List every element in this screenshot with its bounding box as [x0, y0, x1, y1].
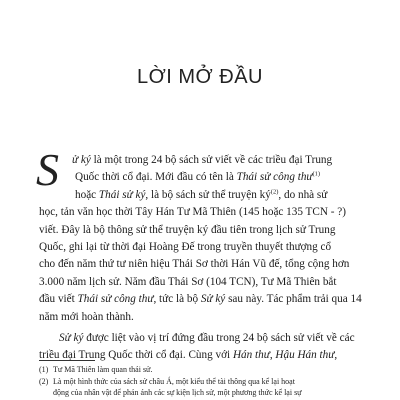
italic-title: Hậu Hán thư [275, 349, 335, 362]
italic-title: Sử ký [59, 332, 84, 345]
italic-title: Thái sử công thư [236, 171, 313, 184]
text-run: , [334, 349, 338, 362]
text-run: là một trong 24 bộ sách sử viết về các triều đại Trung [90, 154, 333, 166]
footnote-2-continued: động của nhân vật để phản ánh các sự kiện lịch sử, một phương thức kể lại sự [53, 388, 302, 397]
text-line [39, 152, 365, 169]
italic-title: Thái sử ký [98, 188, 146, 201]
footnote-2 [39, 376, 369, 388]
text-run: , là bộ sách sử thể truyện ký [145, 188, 271, 201]
text-run: , do nhà sử [278, 188, 328, 201]
text-line: Quốc, ghi lại từ thời đại Hoàng Đế trong truyền thuyết thượng cổ [39, 241, 332, 254]
main-text [39, 152, 365, 365]
text-line [39, 291, 365, 308]
text-line: học, tản văn học thời Tây Hán Tư Mã Thiên (145 hoặc 135 TCN - ?) [39, 206, 346, 219]
text-run: được liệt vào vị trí đứng đầu trong 24 bộ sách sử viết về các [83, 332, 355, 345]
text-line: cho đến năm thứ tư niên hiệu Thái Sơ thời Hán Vũ đế, tổng cộng hơn [39, 258, 350, 271]
text-run: sau này. Tác phẩm trải qua 14 [225, 293, 362, 306]
footnote-number: (1) [39, 365, 49, 374]
text-run: triều đại Trung Quốc thời cổ đại. Cùng với [39, 349, 233, 362]
drop-cap: S [36, 144, 59, 195]
text-line [39, 187, 365, 204]
footnotes [39, 364, 369, 399]
footnote-divider [39, 360, 95, 361]
text-line: 3.000 năm lịch sử. Năm đầu Thái Sơ (104 TCN), Tư Mã Thiên bắt [39, 275, 337, 288]
italic-title: Hán thư [232, 349, 270, 362]
text-run: hoặc [75, 188, 99, 201]
text-line [39, 330, 365, 347]
footnote-text: Tư Mã Thiên làm quan thái sử. [53, 365, 153, 374]
italic-title: Sử ký [200, 293, 226, 306]
italic-title: Thái sử công thư [77, 293, 154, 306]
footnote-ref[interactable]: (1) [312, 170, 321, 178]
footnote-1 [39, 364, 369, 376]
paragraph-1 [39, 152, 365, 326]
text-run: , tức là bộ [153, 293, 201, 306]
text-line [39, 169, 365, 186]
footnote-ref[interactable]: (2) [270, 188, 279, 196]
text-line: viết. Đây là bộ thông sử thể truyện ký đầu tiên trong lịch sử Trung [39, 223, 336, 236]
chapter-title: LỜI MỞ ĐẦU [137, 66, 263, 88]
footnote-number: (2) [39, 376, 49, 386]
text-run: , [269, 349, 276, 362]
text-run: đầu viết [39, 293, 78, 306]
text-line: năm mới hoàn thành. [39, 310, 134, 323]
text-line [39, 347, 365, 364]
text-run: Quốc thời cổ đại. Mới đầu có tên là [75, 171, 237, 184]
footnote-text: Là một hình thức của sách sử châu Á, một kiểu thể tài thông qua kể lại hoạt [53, 376, 295, 386]
italic-title: ử ký [72, 154, 91, 166]
